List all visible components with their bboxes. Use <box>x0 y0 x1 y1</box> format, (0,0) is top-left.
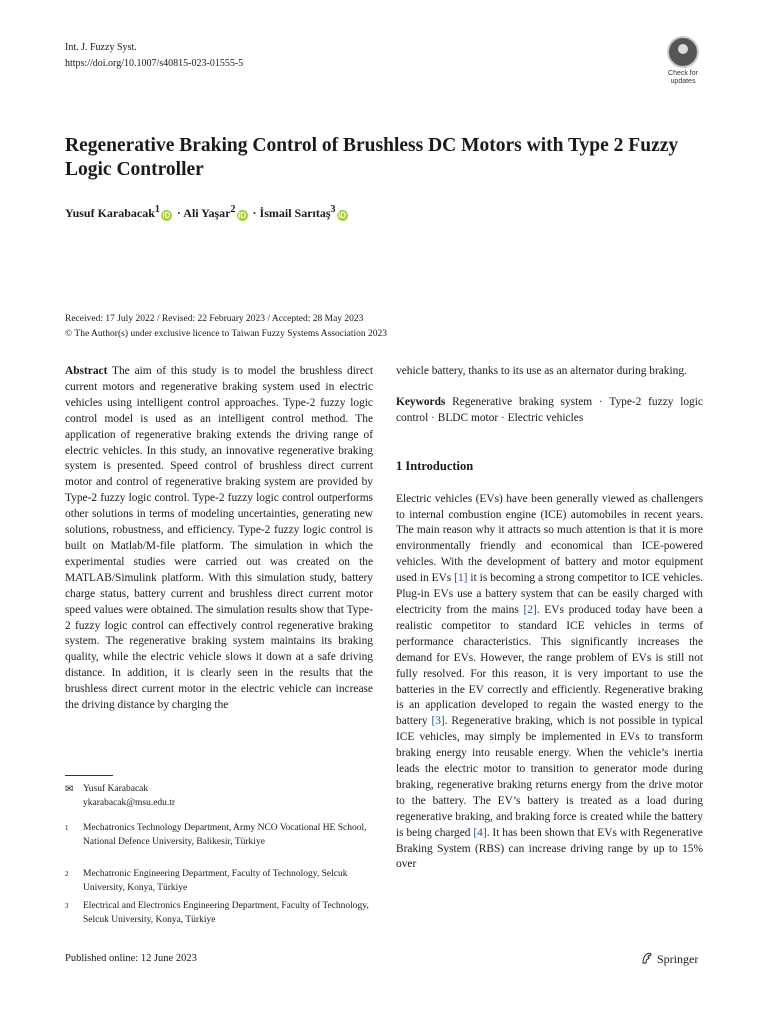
copyright-line: © The Author(s) under exclusive licence to Taiwan Fuzzy Systems Association 2023 <box>65 329 388 339</box>
abstract-continued: vehicle battery, thanks to its use as an alternator during braking. <box>396 365 687 377</box>
keywords-text: Regenerative braking system · Type-2 fuzzy logic control · BLDC motor · Electric vehicles <box>396 395 703 424</box>
introduction-paragraph <box>396 492 703 874</box>
intro-text: . Regenerative braking, which is not possible in typical ICE vehicles, may simply be implemented in EVs to transform braking energy into reusable energy. When the vehicle’s inertia leads the electric motor to transition to generator mode during braking, regenerative braking returns energy from the drive motor to the battery. The EV’s battery is treated as a load during regenerative braking, and braking force is created while the battery is being charged <box>396 715 703 839</box>
dates-line: Received: 17 July 2022 / Revised: 22 February 2023 / Accepted: 28 May 2023 <box>65 314 364 324</box>
orcid-icon[interactable]: iD <box>238 211 247 220</box>
publisher-name: Springer <box>657 952 699 966</box>
affiliation-text: Mechatronics Technology Department, Army NCO Vocational HE School, National Defence University, Balikesir, Türkiye <box>83 823 367 847</box>
abstract-section <box>65 364 373 714</box>
corresponding-author-email[interactable]: ykarabacak@msu.edu.tr <box>83 797 176 808</box>
doi-link[interactable]: https://doi.org/10.1007/s40815-023-01555-5 <box>65 58 244 69</box>
intro-text: it is becoming a strong competitor to ICE vehicles. Plug-in EVs use a battery system that can be easily charged with electricity from the mains <box>396 572 703 616</box>
affiliation-item <box>65 900 369 928</box>
published-online: Published online: 12 June 2023 <box>65 953 197 964</box>
author-separator: · <box>176 206 181 220</box>
citation-link[interactable]: [4] <box>473 826 487 839</box>
affiliation-number: 3 <box>65 902 69 910</box>
intro-text: . It has been shown that EVs with Regenerative Braking System (RBS) can increase driving range by up to 15% over <box>396 826 703 871</box>
corresponding-author-name: Yusuf Karabacak <box>83 784 149 794</box>
check-for-updates-badge[interactable] <box>664 36 702 86</box>
citation-link[interactable]: [3] <box>431 715 445 728</box>
affiliation-item <box>65 868 365 896</box>
orcid-icon[interactable]: iD <box>338 211 347 220</box>
abstract-text: The aim of this study is to model the brushless direct current motors and regenerative braking system used in electric vehicles using intelligent control approaches. Type-2 fuzzy logic control model is used as an intelligent control method. The application of regenerative braking extends the driving range of electric vehicles. In this study, an innovative regenerative braking system is presented. Speed control of brushless direct current motor and control of regenerative braking system are provided by Type-2 fuzzy logic control. Type-2 fuzzy logic control outperforms other solutions in terms of modeling uncertainties, generating new solutions, robustness, and efficiency. Type-2 fuzzy logic control is built on Matlab/M-file platform. The simulation in which the experimental studies were carried out was created on the MATLAB/Simulink platform. With this simulation study, battery charge status, battery current and brushless direct current motor speed values were obtained. The simulation results show that Type-2 fuzzy logic control can effectively control regenerative braking system. The regenerative braking system maintains its braking quality, while the electric vehicle slows it down at a safe driving distance. In addition, it is clearly seen in the results that the brushless direct current motor in the electric vehicle can increase the driving distance by charging the <box>65 365 373 712</box>
orcid-icon[interactable]: iD <box>162 211 171 220</box>
keywords-label: Keywords <box>396 395 446 408</box>
affiliation-text: Electrical and Electronics Engineering Department, Faculty of Technology, Selcuk University, Konya, Türkiye <box>83 901 369 925</box>
correspondence-block <box>65 783 365 811</box>
author-sup: 3 <box>330 204 336 215</box>
intro-text: . EVs produced today have been a realistic competitor to standard ICE vehicles in terms of performance characteristics. This significantly increases the demand for EVs. However, the range problem of EVs is still not fully resolved. For this reason, it is very important to use the batteries in the EV correctly and efficiently. Regenerative braking is an application developed to regain the wasted energy to the battery <box>396 603 703 728</box>
citation-link[interactable]: [1] <box>454 572 468 585</box>
affiliation-text: Mechatronic Engineering Department, Faculty of Technology, Selcuk University, Konya, Türkiye <box>83 869 348 893</box>
journal-name: Int. J. Fuzzy Syst. <box>65 42 137 53</box>
author-name: Ali Yaşar <box>183 206 231 220</box>
author-name: İsmail Sarıtaş <box>259 206 331 220</box>
affiliation-number: 2 <box>65 870 69 878</box>
affiliation-item <box>65 822 365 864</box>
affiliation-number: 1 <box>65 824 69 832</box>
author-list <box>65 204 350 221</box>
envelope-icon: ✉ <box>65 784 74 795</box>
citation-link[interactable]: [2] <box>523 603 537 616</box>
keywords-section <box>396 395 703 427</box>
intro-text: Electric vehicles (EVs) have been generally viewed as challengers to internal combustion engine (ICE) automobiles in recent years. The main reason why it attracts so much attention is that it is more environmentally friendly and economical than ICE-powered vehicles. With the development of battery and motor equipment used in EVs <box>396 492 703 585</box>
section-heading-introduction: 1 Introduction <box>396 458 474 473</box>
check-updates-icon <box>667 36 699 68</box>
author-sup: 2 <box>230 204 236 215</box>
author-name: Yusuf Karabacak <box>65 206 155 220</box>
springer-logo <box>640 951 698 967</box>
springer-horse-icon <box>640 951 654 965</box>
check-updates-label: Check for updates <box>668 70 698 85</box>
footnote-divider <box>65 775 113 776</box>
abstract-label: Abstract <box>65 365 108 377</box>
author-sup: 1 <box>154 204 160 215</box>
publication-dates <box>65 312 387 342</box>
paper-title: Regenerative Braking Control of Brushless DC Motors with Type 2 Fuzzy Logic Controller <box>65 135 679 180</box>
author-separator: · <box>252 206 257 220</box>
right-column <box>396 364 703 873</box>
